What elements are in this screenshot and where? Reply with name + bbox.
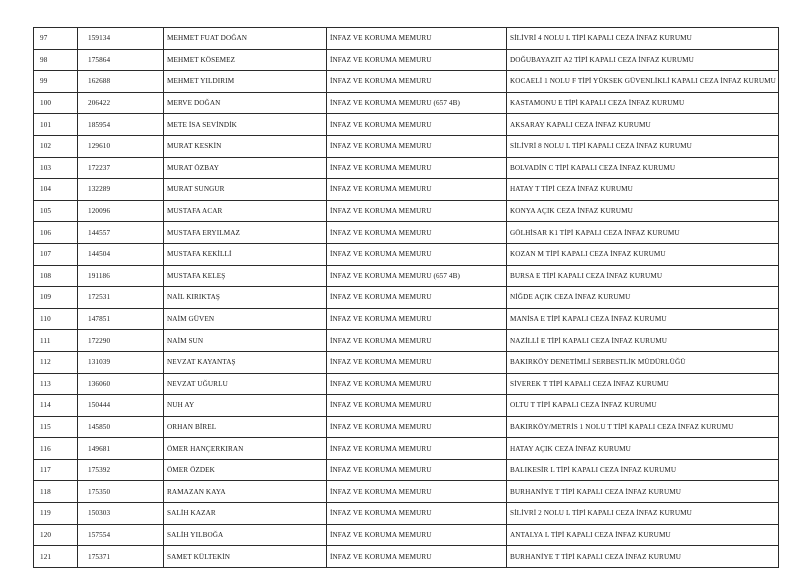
table-row	[34, 481, 779, 503]
institution-cell: GÖLHİSAR K1 TİPİ KAPALI CEZA İNFAZ KURUMU	[507, 222, 779, 244]
job-title-cell: İNFAZ VE KORUMA MEMURU	[327, 200, 507, 222]
full-name-cell: RAMAZAN KAYA	[164, 481, 327, 503]
job-title-cell: İNFAZ VE KORUMA MEMURU	[327, 416, 507, 438]
full-name-cell: NAİL KIRIKTAŞ	[164, 287, 327, 309]
row-number-cell: 98	[34, 49, 78, 71]
job-title-cell: İNFAZ VE KORUMA MEMURU	[327, 308, 507, 330]
job-title-cell: İNFAZ VE KORUMA MEMURU	[327, 524, 507, 546]
row-number-cell: 117	[34, 459, 78, 481]
full-name-cell: SALİH KAZAR	[164, 503, 327, 525]
table-row	[34, 503, 779, 525]
full-name-cell: NEVZAT KAYANTAŞ	[164, 351, 327, 373]
job-title-cell: İNFAZ VE KORUMA MEMURU	[327, 114, 507, 136]
full-name-cell: MEHMET KÖSEMEZ	[164, 49, 327, 71]
institution-cell: MANİSA E TİPİ KAPALI CEZA İNFAZ KURUMU	[507, 308, 779, 330]
table-row	[34, 395, 779, 417]
institution-cell: OLTU T TİPİ KAPALI CEZA İNFAZ KURUMU	[507, 395, 779, 417]
job-title-cell: İNFAZ VE KORUMA MEMURU	[327, 28, 507, 50]
institution-cell: SİLİVRİ 4 NOLU L TİPİ KAPALI CEZA İNFAZ KURUMU	[507, 28, 779, 50]
registry-number-cell: 175864	[78, 49, 164, 71]
row-number-cell: 115	[34, 416, 78, 438]
job-title-cell: İNFAZ VE KORUMA MEMURU	[327, 179, 507, 201]
job-title-cell: İNFAZ VE KORUMA MEMURU	[327, 157, 507, 179]
table-row	[34, 92, 779, 114]
table-row	[34, 459, 779, 481]
job-title-cell: İNFAZ VE KORUMA MEMURU	[327, 481, 507, 503]
registry-number-cell: 129610	[78, 135, 164, 157]
registry-number-cell: 175350	[78, 481, 164, 503]
table-row	[34, 157, 779, 179]
institution-cell: BURHANİYE T TİPİ KAPALI CEZA İNFAZ KURUMU	[507, 481, 779, 503]
row-number-cell: 108	[34, 265, 78, 287]
registry-number-cell: 131039	[78, 351, 164, 373]
row-number-cell: 97	[34, 28, 78, 50]
row-number-cell: 101	[34, 114, 78, 136]
institution-cell: HATAY T TİPİ CEZA İNFAZ KURUMU	[507, 179, 779, 201]
institution-cell: BURSA E TİPİ KAPALI CEZA İNFAZ KURUMU	[507, 265, 779, 287]
registry-number-cell: 147851	[78, 308, 164, 330]
row-number-cell: 109	[34, 287, 78, 309]
row-number-cell: 112	[34, 351, 78, 373]
row-number-cell: 121	[34, 546, 78, 568]
registry-number-cell: 175371	[78, 546, 164, 568]
full-name-cell: MERVE DOĞAN	[164, 92, 327, 114]
job-title-cell: İNFAZ VE KORUMA MEMURU	[327, 503, 507, 525]
personnel-table-body	[34, 28, 779, 568]
table-row	[34, 373, 779, 395]
full-name-cell: NAİM SUN	[164, 330, 327, 352]
table-row	[34, 351, 779, 373]
table-row	[34, 438, 779, 460]
job-title-cell: İNFAZ VE KORUMA MEMURU (657 4B)	[327, 92, 507, 114]
job-title-cell: İNFAZ VE KORUMA MEMURU	[327, 438, 507, 460]
full-name-cell: ÖMER ÖZDEK	[164, 459, 327, 481]
registry-number-cell: 162688	[78, 71, 164, 93]
institution-cell: KOZAN M TİPİ KAPALI CEZA İNFAZ KURUMU	[507, 243, 779, 265]
institution-cell: KASTAMONU E TİPİ KAPALI CEZA İNFAZ KURUMU	[507, 92, 779, 114]
table-row	[34, 49, 779, 71]
full-name-cell: MUSTAFA ACAR	[164, 200, 327, 222]
row-number-cell: 100	[34, 92, 78, 114]
institution-cell: KOCAELİ 1 NOLU F TİPİ YÜKSEK GÜVENLİKLİ KAPALI CEZA İNFAZ KURUMU	[507, 71, 779, 93]
job-title-cell: İNFAZ VE KORUMA MEMURU	[327, 373, 507, 395]
table-row	[34, 135, 779, 157]
registry-number-cell: 191186	[78, 265, 164, 287]
row-number-cell: 102	[34, 135, 78, 157]
job-title-cell: İNFAZ VE KORUMA MEMURU	[327, 49, 507, 71]
table-row	[34, 243, 779, 265]
row-number-cell: 111	[34, 330, 78, 352]
registry-number-cell: 144504	[78, 243, 164, 265]
row-number-cell: 110	[34, 308, 78, 330]
registry-number-cell: 150303	[78, 503, 164, 525]
row-number-cell: 119	[34, 503, 78, 525]
row-number-cell: 105	[34, 200, 78, 222]
registry-number-cell: 185954	[78, 114, 164, 136]
registry-number-cell: 172237	[78, 157, 164, 179]
row-number-cell: 120	[34, 524, 78, 546]
table-row	[34, 287, 779, 309]
row-number-cell: 116	[34, 438, 78, 460]
full-name-cell: MUSTAFA KELEŞ	[164, 265, 327, 287]
job-title-cell: İNFAZ VE KORUMA MEMURU	[327, 395, 507, 417]
job-title-cell: İNFAZ VE KORUMA MEMURU	[327, 546, 507, 568]
registry-number-cell: 136060	[78, 373, 164, 395]
row-number-cell: 104	[34, 179, 78, 201]
institution-cell: SİVEREK T TİPİ KAPALI CEZA İNFAZ KURUMU	[507, 373, 779, 395]
institution-cell: SİLİVRİ 8 NOLU L TİPİ KAPALI CEZA İNFAZ KURUMU	[507, 135, 779, 157]
institution-cell: SİLİVRİ 2 NOLU L TİPİ KAPALI CEZA İNFAZ KURUMU	[507, 503, 779, 525]
full-name-cell: SAMET KÜLTEKİN	[164, 546, 327, 568]
job-title-cell: İNFAZ VE KORUMA MEMURU	[327, 287, 507, 309]
institution-cell: HATAY AÇIK CEZA İNFAZ KURUMU	[507, 438, 779, 460]
institution-cell: NİĞDE AÇIK CEZA İNFAZ KURUMU	[507, 287, 779, 309]
table-row	[34, 308, 779, 330]
full-name-cell: ÖMER HANÇERKIRAN	[164, 438, 327, 460]
registry-number-cell: 150444	[78, 395, 164, 417]
table-row	[34, 179, 779, 201]
table-row	[34, 330, 779, 352]
institution-cell: DOĞUBAYAZIT A2 TİPİ KAPALI CEZA İNFAZ KURUMU	[507, 49, 779, 71]
registry-number-cell: 172290	[78, 330, 164, 352]
institution-cell: BURHANİYE T TİPİ KAPALI CEZA İNFAZ KURUMU	[507, 546, 779, 568]
registry-number-cell: 175392	[78, 459, 164, 481]
job-title-cell: İNFAZ VE KORUMA MEMURU	[327, 330, 507, 352]
personnel-table	[33, 27, 779, 568]
registry-number-cell: 172531	[78, 287, 164, 309]
full-name-cell: SALİH YILBOĞA	[164, 524, 327, 546]
registry-number-cell: 149681	[78, 438, 164, 460]
table-row	[34, 416, 779, 438]
row-number-cell: 107	[34, 243, 78, 265]
job-title-cell: İNFAZ VE KORUMA MEMURU (657 4B)	[327, 265, 507, 287]
table-row	[34, 524, 779, 546]
full-name-cell: NEVZAT UĞURLU	[164, 373, 327, 395]
registry-number-cell: 159134	[78, 28, 164, 50]
row-number-cell: 114	[34, 395, 78, 417]
table-row	[34, 28, 779, 50]
job-title-cell: İNFAZ VE KORUMA MEMURU	[327, 135, 507, 157]
registry-number-cell: 144557	[78, 222, 164, 244]
job-title-cell: İNFAZ VE KORUMA MEMURU	[327, 459, 507, 481]
full-name-cell: MUSTAFA KEKİLLİ	[164, 243, 327, 265]
full-name-cell: NAİM GÜVEN	[164, 308, 327, 330]
full-name-cell: MURAT ÖZBAY	[164, 157, 327, 179]
institution-cell: BAKIRKÖY/METRİS 1 NOLU T TİPİ KAPALI CEZA İNFAZ KURUMU	[507, 416, 779, 438]
full-name-cell: MUSTAFA ERYILMAZ	[164, 222, 327, 244]
job-title-cell: İNFAZ VE KORUMA MEMURU	[327, 243, 507, 265]
institution-cell: AKSARAY KAPALI CEZA İNFAZ KURUMU	[507, 114, 779, 136]
row-number-cell: 103	[34, 157, 78, 179]
institution-cell: KONYA AÇIK CEZA İNFAZ KURUMU	[507, 200, 779, 222]
institution-cell: ANTALYA L TİPİ KAPALI CEZA İNFAZ KURUMU	[507, 524, 779, 546]
job-title-cell: İNFAZ VE KORUMA MEMURU	[327, 351, 507, 373]
row-number-cell: 118	[34, 481, 78, 503]
table-row	[34, 71, 779, 93]
table-row	[34, 265, 779, 287]
institution-cell: BALIKESİR L TİPİ KAPALI CEZA İNFAZ KURUMU	[507, 459, 779, 481]
full-name-cell: MEHMET YILDIRIM	[164, 71, 327, 93]
job-title-cell: İNFAZ VE KORUMA MEMURU	[327, 222, 507, 244]
table-row	[34, 546, 779, 568]
job-title-cell: İNFAZ VE KORUMA MEMURU	[327, 71, 507, 93]
personnel-list-page	[33, 27, 778, 568]
registry-number-cell: 145850	[78, 416, 164, 438]
row-number-cell: 99	[34, 71, 78, 93]
full-name-cell: ORHAN BİREL	[164, 416, 327, 438]
full-name-cell: NUH AY	[164, 395, 327, 417]
registry-number-cell: 206422	[78, 92, 164, 114]
full-name-cell: MURAT KESKİN	[164, 135, 327, 157]
table-row	[34, 200, 779, 222]
institution-cell: BOLVADİN C TİPİ KAPALI CEZA İNFAZ KURUMU	[507, 157, 779, 179]
full-name-cell: METE İSA SEVİNDİK	[164, 114, 327, 136]
table-row	[34, 222, 779, 244]
row-number-cell: 113	[34, 373, 78, 395]
full-name-cell: MURAT SUNGUR	[164, 179, 327, 201]
registry-number-cell: 132289	[78, 179, 164, 201]
institution-cell: NAZİLLİ E TİPİ KAPALI CEZA İNFAZ KURUMU	[507, 330, 779, 352]
registry-number-cell: 120096	[78, 200, 164, 222]
table-row	[34, 114, 779, 136]
registry-number-cell: 157554	[78, 524, 164, 546]
institution-cell: BAKIRKÖY DENETİMLİ SERBESTLİK MÜDÜRLÜĞÜ	[507, 351, 779, 373]
full-name-cell: MEHMET FUAT DOĞAN	[164, 28, 327, 50]
row-number-cell: 106	[34, 222, 78, 244]
